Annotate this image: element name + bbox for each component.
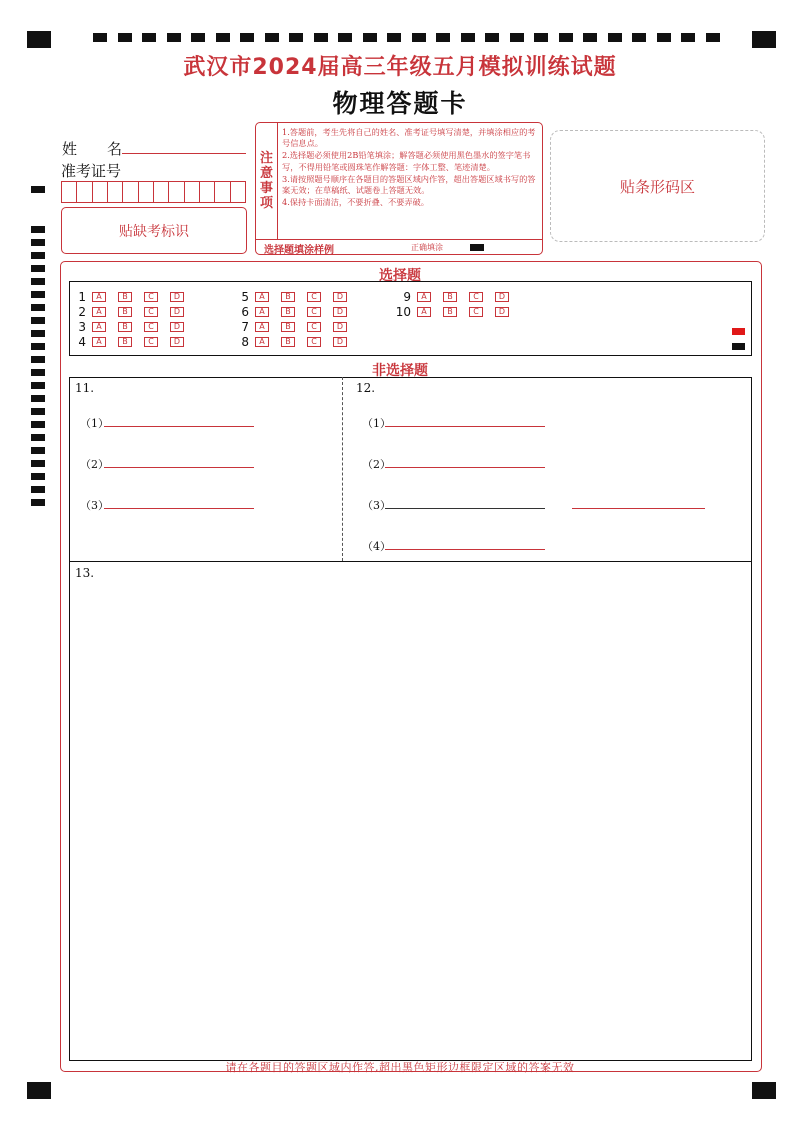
q12-sub2-answer[interactable]: [385, 453, 545, 468]
q12-sub1-label: （1）: [362, 417, 391, 430]
exam-id-digit-box[interactable]: [169, 182, 184, 202]
timing-mark: [632, 33, 646, 42]
mcq-option-b-bubble[interactable]: B: [443, 292, 457, 302]
mcq-option-d-bubble[interactable]: D: [333, 322, 347, 332]
mcq-question-number: 4: [78, 334, 86, 349]
timing-mark: [31, 486, 45, 493]
timing-mark: [31, 252, 45, 259]
mcq-option-d-bubble[interactable]: D: [170, 337, 184, 347]
notice-heading-char: 项: [259, 196, 273, 211]
timing-mark: [314, 33, 328, 42]
q11-sub3-answer[interactable]: [104, 494, 254, 509]
q11-sub1-answer[interactable]: [104, 412, 254, 427]
timing-mark: [681, 33, 695, 42]
mcq-question-number: 1: [78, 289, 86, 304]
mcq-question-3: [64, 320, 196, 333]
missing-exam-sticker-area: 贴缺考标识: [61, 207, 247, 254]
timing-mark: [387, 33, 401, 42]
timing-mark: [412, 33, 426, 42]
timing-mark: [31, 395, 45, 402]
timing-mark: [31, 291, 45, 298]
mcq-option-a-bubble[interactable]: A: [92, 292, 106, 302]
timing-mark: [510, 33, 524, 42]
exam-title: 武汉市2024届高三年级五月模拟训练试题: [183, 55, 617, 80]
timing-mark: [31, 382, 45, 389]
footer-warning: 请在各题目的答题区域内作答,超出黑色矩形边框限定区域的答案无效: [225, 1061, 575, 1074]
timing-mark: [31, 473, 45, 480]
q11-sub1-label: （1）: [80, 417, 109, 430]
corner-mark-top-left: [27, 31, 51, 48]
q12-sub2-label: （2）: [362, 458, 391, 471]
timing-mark: [142, 33, 156, 42]
timing-mark: [31, 304, 45, 311]
mcq-option-c-bubble[interactable]: C: [144, 292, 158, 302]
timing-mark: [583, 33, 597, 42]
timing-mark: [31, 421, 45, 428]
mcq-option-a-bubble[interactable]: A: [92, 307, 106, 317]
mcq-option-c-bubble[interactable]: C: [307, 292, 321, 302]
mcq-option-d-bubble[interactable]: D: [170, 292, 184, 302]
q11-sub3-label: （3）: [80, 499, 109, 512]
timing-mark: [338, 33, 352, 42]
timing-mark: [31, 239, 45, 246]
notice-heading-char: 意: [259, 166, 273, 181]
exam-id-digit-box[interactable]: [108, 182, 123, 202]
timing-mark: [485, 33, 499, 42]
mcq-option-c-bubble[interactable]: C: [469, 307, 483, 317]
notice-items: [282, 127, 538, 209]
mcq-question-number: 8: [241, 334, 249, 349]
timing-mark: [31, 460, 45, 467]
fill-sample-row: [256, 239, 542, 255]
exam-id-digit-box[interactable]: [231, 182, 245, 202]
mcq-option-c-bubble[interactable]: C: [307, 322, 321, 332]
exam-id-digit-box[interactable]: [123, 182, 138, 202]
mcq-question-number: 9: [403, 289, 411, 304]
mcq-option-a-bubble[interactable]: A: [92, 337, 106, 347]
q12-sub3-label: （3）: [362, 499, 391, 512]
exam-id-label: 准考证号: [61, 162, 122, 180]
timing-mark: [436, 33, 450, 42]
mcq-option-a-bubble[interactable]: A: [255, 292, 269, 302]
notice-item: 2.选择题必须使用2B铅笔填涂；解答题必须使用黑色墨水的签字笔书写，不得用铅笔或圆珠笔作解答题：字体工整、笔迹清楚。: [282, 150, 531, 172]
exam-id-digit-box[interactable]: [185, 182, 200, 202]
mcq-question-number: 5: [241, 289, 249, 304]
timing-mark: [118, 33, 132, 42]
mcq-option-a-bubble[interactable]: A: [255, 307, 269, 317]
timing-mark: [461, 33, 475, 42]
timing-mark: [31, 447, 45, 454]
mcq-option-b-bubble[interactable]: B: [118, 322, 132, 332]
timing-mark: [240, 33, 254, 42]
fill-sample-label: 选择题填涂样例: [264, 245, 334, 256]
timing-mark: [608, 33, 622, 42]
mcq-option-a-bubble[interactable]: A: [92, 322, 106, 332]
mcq-option-d-bubble[interactable]: D: [495, 292, 509, 302]
timing-mark: [289, 33, 303, 42]
mcq-question-number: 10: [395, 304, 411, 319]
timing-mark: [31, 343, 45, 350]
mcq-question-number: 3: [78, 319, 86, 334]
q12-sub3-answer-2[interactable]: [572, 494, 705, 509]
timing-mark: [191, 33, 205, 42]
mcq-option-b-bubble[interactable]: B: [281, 322, 295, 332]
timing-mark: [31, 226, 45, 233]
timing-mark: [706, 33, 720, 42]
mcq-option-d-bubble[interactable]: D: [495, 307, 509, 317]
notice-box: [255, 122, 543, 255]
q12-sub4-answer[interactable]: [385, 535, 545, 550]
q13-divider: [69, 561, 752, 562]
mcq-option-b-bubble[interactable]: B: [443, 307, 457, 317]
mcq-question-9: [389, 290, 521, 303]
mcq-section-title: 选择题: [379, 268, 421, 284]
card-subtitle: 物理答题卡: [332, 89, 468, 118]
corner-mark-top-right: [752, 31, 776, 48]
mcq-question-6: [227, 305, 359, 318]
mcq-option-a-bubble[interactable]: A: [417, 307, 431, 317]
q12-label: 12.: [356, 381, 376, 395]
mcq-option-b-bubble[interactable]: B: [281, 292, 295, 302]
q12-sub1-answer[interactable]: [385, 412, 545, 427]
notice-heading: [256, 123, 278, 239]
q11-label: 11.: [75, 381, 95, 395]
timing-mark: [534, 33, 548, 42]
timing-mark: [216, 33, 230, 42]
timing-mark: [31, 317, 45, 324]
exam-id-digit-box[interactable]: [139, 182, 154, 202]
timing-mark: [93, 33, 107, 42]
exam-id-digit-box[interactable]: [154, 182, 169, 202]
mcq-option-b-bubble[interactable]: B: [281, 337, 295, 347]
q11-sub2-label: （2）: [80, 458, 109, 471]
correct-fill-sample: [470, 244, 484, 251]
exam-id-boxes[interactable]: [61, 181, 246, 203]
mcq-option-c-bubble[interactable]: C: [144, 322, 158, 332]
mcq-question-10: [389, 305, 521, 318]
timing-mark: [31, 408, 45, 415]
q11-q12-divider: [342, 377, 343, 561]
notice-item: 4.保持卡面清洁，不要折叠、不要弄破。: [282, 197, 429, 208]
red-marker: [732, 328, 745, 335]
q11-sub2-answer[interactable]: [104, 453, 254, 468]
timing-mark: [559, 33, 573, 42]
barcode-area: 贴条形码区: [550, 130, 765, 242]
mcq-option-b-bubble[interactable]: B: [118, 292, 132, 302]
mcq-option-d-bubble[interactable]: D: [333, 337, 347, 347]
mcq-option-b-bubble[interactable]: B: [281, 307, 295, 317]
notice-item: 1.答题前，考生先将自己的姓名、准考证号填写清楚，并填涂相应的考号信息点。: [282, 127, 536, 149]
name-label: 姓 名: [62, 140, 123, 158]
mcq-question-4: [64, 335, 196, 348]
timing-mark: [31, 499, 45, 506]
mcq-option-d-bubble[interactable]: D: [170, 322, 184, 332]
timing-mark: [167, 33, 181, 42]
timing-mark: [31, 434, 45, 441]
mcq-option-d-bubble[interactable]: D: [333, 292, 347, 302]
mcq-option-a-bubble[interactable]: A: [417, 292, 431, 302]
exam-id-digit-box[interactable]: [77, 182, 92, 202]
exam-id-digit-box[interactable]: [93, 182, 108, 202]
mcq-option-a-bubble[interactable]: A: [255, 337, 269, 347]
mcq-option-d-bubble[interactable]: D: [333, 307, 347, 317]
q13-answer-area[interactable]: [71, 580, 750, 1058]
mcq-option-d-bubble[interactable]: D: [170, 307, 184, 317]
q12-sub4-label: （4）: [362, 540, 391, 553]
mcq-option-c-bubble[interactable]: C: [144, 307, 158, 317]
notice-heading-char: 事: [259, 181, 273, 196]
mcq-question-8: [227, 335, 359, 348]
mcq-question-1: [64, 290, 196, 303]
mcq-option-a-bubble[interactable]: A: [255, 322, 269, 332]
timing-mark: [363, 33, 377, 42]
exam-id-digit-box[interactable]: [215, 182, 230, 202]
mcq-question-2: [64, 305, 196, 318]
name-field[interactable]: [122, 136, 246, 154]
notice-heading-char: 注: [259, 151, 273, 166]
timing-mark: [265, 33, 279, 42]
mcq-question-number: 6: [241, 304, 249, 319]
timing-mark: [31, 186, 45, 193]
notice-item: 3.请按照题号顺序在各题目的答题区域内作答，超出答题区域书写的答案无效；在草稿纸、试题卷上答题无效。: [282, 173, 536, 196]
correct-fill-label: 正确填涂: [411, 243, 443, 252]
mcq-option-c-bubble[interactable]: C: [469, 292, 483, 302]
mcq-option-c-bubble[interactable]: C: [307, 337, 321, 347]
mcq-option-c-bubble[interactable]: C: [144, 337, 158, 347]
exam-id-digit-box[interactable]: [200, 182, 215, 202]
exam-id-digit-box[interactable]: [62, 182, 77, 202]
corner-mark-bottom-right: [752, 1082, 776, 1099]
q13-label: 13.: [75, 566, 95, 580]
mcq-option-c-bubble[interactable]: C: [307, 307, 321, 317]
mcq-question-5: [227, 290, 359, 303]
mcq-option-b-bubble[interactable]: B: [118, 307, 132, 317]
timing-mark: [31, 330, 45, 337]
nonmcq-section-title: 非选择题: [372, 363, 428, 379]
black-marker: [732, 343, 745, 350]
q12-sub3-answer-1[interactable]: [385, 494, 545, 509]
mcq-question-number: 2: [78, 304, 86, 319]
mcq-question-number: 7: [241, 319, 249, 334]
timing-mark: [657, 33, 671, 42]
mcq-question-7: [227, 320, 359, 333]
mcq-option-b-bubble[interactable]: B: [118, 337, 132, 347]
corner-mark-bottom-left: [27, 1082, 51, 1099]
